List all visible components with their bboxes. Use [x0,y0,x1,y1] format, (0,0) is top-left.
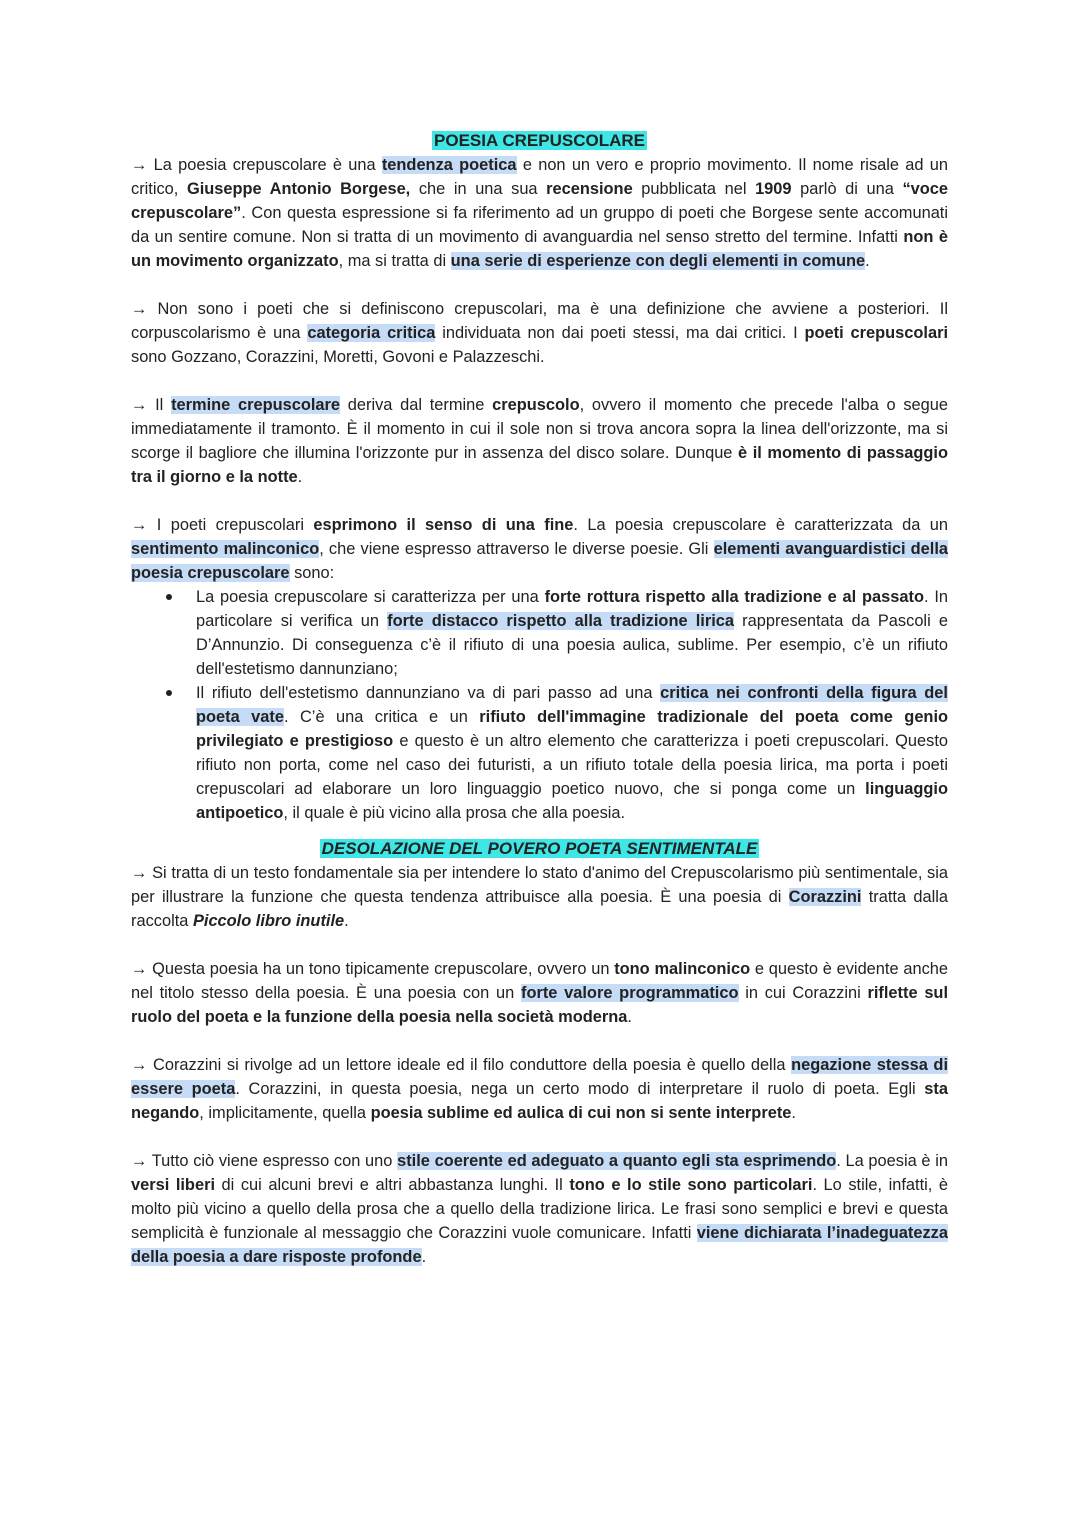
paragraph-senso-di-fine: → I poeti crepuscolari esprimono il senso di una fine. La poesia crepuscolare è caratterizzata da un sentimento malinconico, che viene espresso attraverso le diverse poesie. Gli elementi avanguardistici della poesia crepuscolare sono: [131,516,949,582]
title-poesia-crepuscolare: POESIA CREPUSCOLARE [434,131,645,150]
bullet-icon [166,690,172,696]
paragraph-categoria-critica: → Non sono i poeti che si definiscono crepuscolari, ma è una definizione che avviene a posteriori. Il corpuscolarismo è una categoria critica individuata non dai poeti stessi, ma dai critici. I poeti crepuscolari sono Gozzano, Corazzini, Moretti, Govoni e Palazzeschi. [131,300,949,366]
title-desolazione: DESOLAZIONE DEL POVERO POETA SENTIMENTALE [321,839,758,858]
paragraph-negazione-poeta: → Corazzini si rivolge ad un lettore ideale ed il filo conduttore della poesia è quello della negazione stessa di essere poeta. Corazzini, in questa poesia, nega un certo modo di interpretare il ruolo di poeta. Egli sta negando, implicitamente, quella poesia sublime ed aulica di cui non si sente interprete. [131,1056,948,1122]
paragraph-origine-nome: → La poesia crepuscolare è una tendenza poetica e non un vero e proprio movimento. Il nome risale ad un critico, Giuseppe Antonio Borgese, che in una sua recensione pubblicata nel 1909 parlò di una “voce crepuscolare”. Con questa espressione si fa riferimento ad un gruppo di poeti che Borgese sente accomunati da un sentire comune. Non si tratta di un movimento di avanguardia nel senso stretto del termine. Infatti non è un movimento organizzato, ma si tratta di una serie di esperienze con degli elementi in comune. [131,156,949,270]
paragraph-stile: → Tutto ciò viene espresso con uno stile coerente ed adeguato a quanto egli sta esprimendo. La poesia è in versi liberi di cui alcuni brevi e altri abbastanza lunghi. Il tono e lo stile sono particolari. Lo stile, infatti, è molto più vicino a quello della prosa che a quello della tradizione lirica. Le frasi sono semplici e brevi e questa semplicità è funzionale al messaggio che Corazzini vuole comunicare. Infatti viene dichiarata l’inadeguatezza della poesia a dare risposte profonde. [131,1152,948,1266]
list-item: La poesia crepuscolare si caratterizza per una forte rottura rispetto alla tradizione e al passato. In particolare si verifica un forte distacco rispetto alla tradizione lirica rappresentata da Pascoli e D’Annunzio. Di conseguenza c’è il rifiuto di una poesia aulica, sublime. Per esempio, c’è un rifiuto dell'estetismo dannunziano; [196,585,948,681]
document-page [131,129,948,1269]
list-item: Il rifiuto dell'estetismo dannunziano va di pari passo ad una critica nei confronti della figura del poeta vate. C’è una critica e un rifiuto dell'immagine tradizionale del poeta come genio privilegiato e prestigioso e questo è un altro elemento che caratterizza i poeti crepuscolari. Questo rifiuto non porta, come nel caso dei futuristi, a un rifiuto totale della poesia lirica, ma porta i poeti crepuscolari ad elaborare un loro linguaggio poetico nuovo, che si ponga come un linguaggio antipoetico, il quale è più vicino alla prosa che alla poesia. [196,681,948,825]
paragraph-tono-malinconico: → Questa poesia ha un tono tipicamente crepuscolare, ovvero un tono malinconico e questo è evidente anche nel titolo stesso della poesia. È una poesia con un forte valore programmatico in cui Corazzini riflette sul ruolo del poeta e la funzione della poesia nella società moderna. [131,960,949,1026]
bullet-icon [166,594,172,600]
paragraph-termine-crepuscolare: → Il termine crepuscolare deriva dal termine crepuscolo, ovvero il momento che precede l'alba o segue immediatamente il tramonto. È il momento in cui il sole non si trova ancora sopra la linea dell'orizzonte, ma si scorge il bagliore che illumina l'orizzonte pur in assenza del disco solare. Dunque è il momento di passaggio tra il giorno e la notte. [131,396,948,486]
paragraph-testo-fondamentale: → Si tratta di un testo fondamentale sia per intendere lo stato d'animo del Crepuscolarismo più sentimentale, sia per illustrare la funzione che questa tendenza attribuisce alla poesia. È una poesia di Corazzini tratta dalla raccolta Piccolo libro inutile. [131,864,948,930]
elementi-avanguardistici-list [131,585,948,825]
